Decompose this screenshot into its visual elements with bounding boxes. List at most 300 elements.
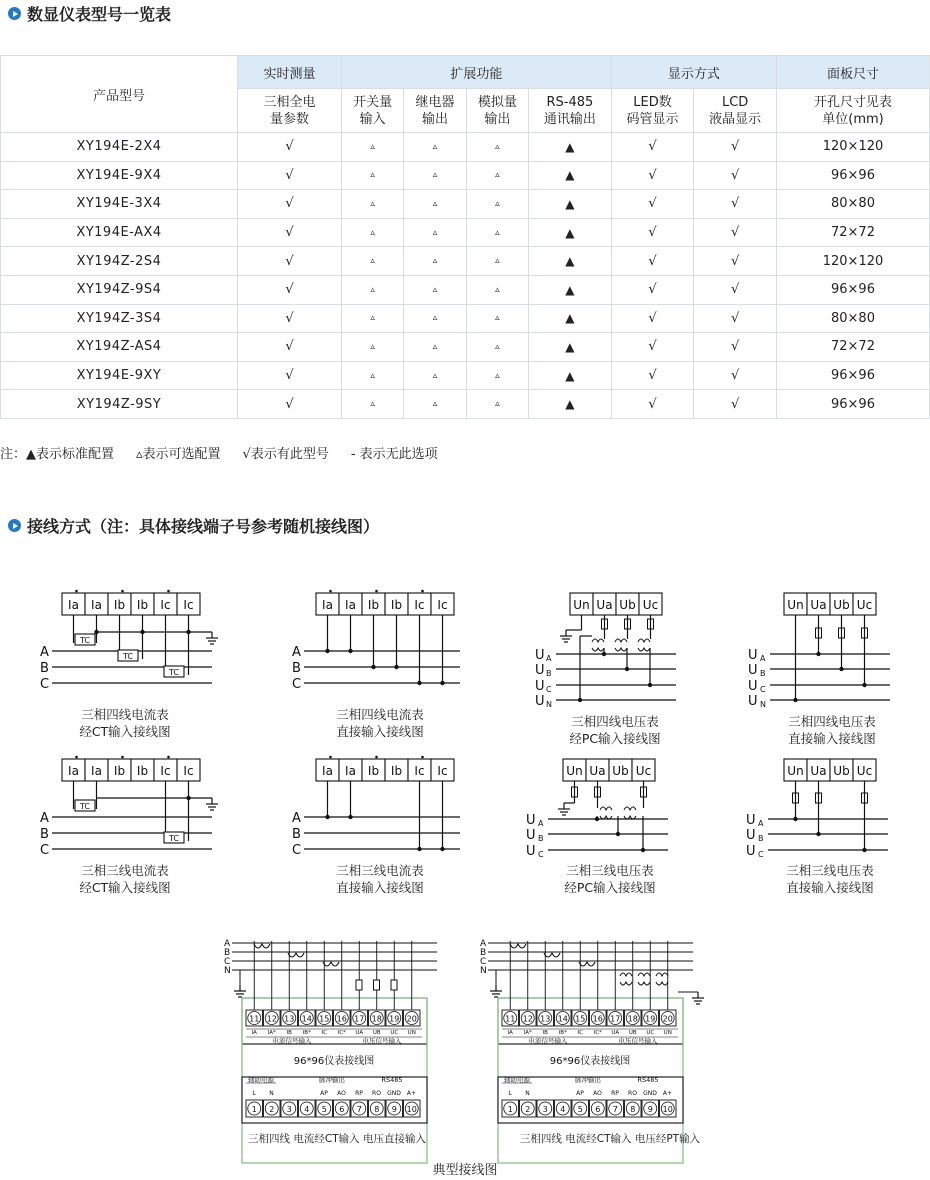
terminal-label: Ic <box>437 764 448 778</box>
phase-label: C <box>40 677 50 692</box>
table-cell: √ <box>694 133 777 162</box>
terminal-label: UC <box>646 1030 655 1036</box>
terminal-number: 16 <box>592 1014 603 1024</box>
phase-label: A <box>40 645 49 660</box>
terminal-label: Uc <box>635 764 652 778</box>
junction-dot <box>417 847 421 851</box>
terminal-label: RP <box>355 1090 363 1097</box>
phase-label: B <box>40 661 49 676</box>
terminal-number: 8 <box>630 1105 636 1114</box>
group-label: 脉冲输出 <box>319 1076 345 1084</box>
terminal-number: 12 <box>522 1014 533 1024</box>
table-cell: √ <box>238 161 342 190</box>
junction-dot <box>625 667 629 671</box>
table-cell: ▵ <box>466 247 528 276</box>
table-cell: ▵ <box>466 333 528 362</box>
terminal-label: AP <box>320 1090 328 1097</box>
terminal-label: Ia <box>345 598 356 612</box>
junction-dot <box>325 649 329 653</box>
terminal-label: Ua <box>810 598 827 612</box>
table-cell: √ <box>611 333 694 362</box>
junction-dot <box>641 848 645 852</box>
junction-dot <box>816 832 820 836</box>
ct-label: TC <box>168 834 180 843</box>
table-cell: ▵ <box>342 304 404 333</box>
fuse-icon <box>374 980 380 990</box>
terminal-number: 11 <box>249 1014 260 1024</box>
junction-dot <box>816 652 820 656</box>
table-cell: √ <box>694 361 777 390</box>
model-table <box>0 55 930 419</box>
phase-sub: B <box>758 834 764 843</box>
table-cell: √ <box>238 218 342 247</box>
model-cell: XY194Z-AS4 <box>1 333 238 362</box>
terminal-label: Ic <box>160 598 171 612</box>
terminal-number: 6 <box>595 1105 601 1114</box>
model-cell: XY194Z-9SY <box>1 390 238 419</box>
diagram-caption: 三相四线电压表 经PC输入接线图 <box>569 714 661 746</box>
model-cell: XY194E-AX4 <box>1 218 238 247</box>
terminal-label: RP <box>611 1090 619 1097</box>
junction-dot <box>186 630 190 634</box>
table-cell: ▵ <box>342 390 404 419</box>
phase-label: C <box>40 843 50 858</box>
pt-coil-icon <box>638 982 650 985</box>
table-cell: ▵ <box>404 361 466 390</box>
model-header: 产品型号 <box>1 56 238 133</box>
table-row <box>1 218 930 247</box>
terminal-label: Ia <box>322 598 333 612</box>
group-label: RS485 <box>637 1076 659 1084</box>
meter-title: 96*96仪表接线图 <box>293 1056 375 1067</box>
table-cell: 96×96 <box>777 161 930 190</box>
panel-caption-left: 三相四线 电流经CT输入 电压直接输入 <box>248 1133 426 1145</box>
terminal-number: 8 <box>374 1105 380 1114</box>
terminal-label: Uc <box>856 598 873 612</box>
footer-caption: 典型接线图 <box>432 1163 498 1178</box>
table-row <box>1 190 930 219</box>
polarity-dot <box>329 756 332 759</box>
terminal-label: IB <box>286 1030 292 1036</box>
terminal-number: 13 <box>284 1014 295 1024</box>
table-cell: ▲ <box>529 390 612 419</box>
terminal-number: 5 <box>577 1105 583 1114</box>
pt-coil-icon <box>656 982 668 985</box>
phase-sub: C <box>760 685 766 694</box>
junction-dot <box>348 815 352 819</box>
terminal-number: 3 <box>542 1105 548 1114</box>
table-cell: √ <box>238 190 342 219</box>
terminal-label: Ib <box>113 764 126 778</box>
terminal-label: Ia <box>91 598 102 612</box>
pt-coil-icon <box>638 639 650 642</box>
table-cell: √ <box>694 333 777 362</box>
terminal-label: UB <box>372 1030 381 1036</box>
table-cell: ▵ <box>466 218 528 247</box>
junction-dot <box>793 817 797 821</box>
terminal-number: 10 <box>406 1105 417 1114</box>
table-cell: 80×80 <box>777 190 930 219</box>
terminal-label: UC <box>390 1030 399 1036</box>
note-item: √表示有此型号 <box>242 447 329 462</box>
model-cell: XY194E-9X4 <box>1 161 238 190</box>
terminal-label: Ub <box>612 764 629 778</box>
phase-label: U <box>526 844 536 859</box>
sub-header: 开关量 输入 <box>342 89 404 133</box>
table-cell: ▵ <box>466 161 528 190</box>
section-bullet-icon <box>8 7 21 20</box>
table-cell: 96×96 <box>777 275 930 304</box>
terminal-label: Ua <box>810 764 827 778</box>
terminal-number: 15 <box>575 1014 586 1024</box>
terminal-number: 10 <box>662 1105 673 1114</box>
diagram-caption: 三相三线电压表 经PC输入接线图 <box>564 863 656 895</box>
terminal-label: Ia <box>68 598 79 612</box>
phase-label: U <box>746 828 756 843</box>
table-cell: √ <box>694 161 777 190</box>
table-row <box>1 304 930 333</box>
terminal-label: Ib <box>367 764 380 778</box>
table-cell: ▵ <box>404 390 466 419</box>
terminal-label: Ib <box>390 764 403 778</box>
table-cell: ▲ <box>529 304 612 333</box>
note-item: - 表示无此选项 <box>350 447 438 462</box>
terminal-number: 9 <box>647 1105 653 1114</box>
phase-label: U <box>535 679 545 694</box>
terminal-label: IB* <box>302 1030 311 1036</box>
table-cell: ▵ <box>466 190 528 219</box>
terminal-label: Un <box>566 764 583 778</box>
phase-label: N <box>480 966 487 976</box>
junction-dot <box>839 667 843 671</box>
terminal-number: 15 <box>319 1014 330 1024</box>
terminal-label: N <box>269 1090 274 1097</box>
group-label: 脉冲输出 <box>575 1076 601 1084</box>
terminal-label: Ua <box>589 764 606 778</box>
ct-label: TC <box>79 802 91 811</box>
note-item: ▲表示标准配置 <box>26 447 115 462</box>
terminal-number: 9 <box>391 1105 397 1114</box>
terminal-label: GND <box>387 1090 401 1097</box>
terminal-label: IB <box>542 1030 548 1036</box>
terminal-label: Ic <box>437 598 448 612</box>
terminal-label: Un <box>787 598 804 612</box>
terminal-label: Ia <box>345 764 356 778</box>
junction-dot <box>578 698 582 702</box>
ct-coil-icon <box>254 944 270 948</box>
terminal-number: 4 <box>304 1105 310 1114</box>
terminal-number: 13 <box>540 1014 551 1024</box>
table-cell: ▵ <box>404 333 466 362</box>
diagram-caption: 三相三线电流表 经CT输入接线图 <box>79 863 171 895</box>
table-cell: ▵ <box>342 247 404 276</box>
terminal-number: 14 <box>301 1014 312 1024</box>
table-cell: ▵ <box>404 247 466 276</box>
junction-dot <box>394 665 398 669</box>
terminal-number: 2 <box>269 1105 275 1114</box>
diagram-caption: 三相四线电压表 直接输入接线图 <box>788 714 876 746</box>
sub-header: LCD 液晶显示 <box>694 89 777 133</box>
phase-label: C <box>480 957 487 967</box>
ct-coil-icon <box>288 953 304 957</box>
table-cell: √ <box>238 275 342 304</box>
terminal-label: IC <box>321 1030 327 1036</box>
table-cell: √ <box>694 390 777 419</box>
polarity-dot <box>121 590 124 593</box>
terminal-label: Ic <box>160 764 171 778</box>
terminal-number: 2 <box>525 1105 531 1114</box>
terminal-number: 19 <box>645 1014 656 1024</box>
table-row <box>1 161 930 190</box>
terminal-label: Ib <box>113 598 126 612</box>
terminal-label: Ic <box>414 764 425 778</box>
fuse-icon <box>391 980 397 990</box>
terminal-label: Ib <box>136 764 149 778</box>
table-cell: ▵ <box>342 361 404 390</box>
terminal-label: Ub <box>833 598 850 612</box>
table-cell: ▲ <box>529 361 612 390</box>
phase-label: U <box>746 813 756 828</box>
table-cell: ▵ <box>404 304 466 333</box>
table-cell: ▵ <box>342 190 404 219</box>
model-table-body <box>1 133 930 419</box>
table-cell: ▵ <box>466 390 528 419</box>
junction-dot <box>440 847 444 851</box>
phase-label: U <box>526 828 536 843</box>
group-label: 辅助电源 <box>248 1076 274 1084</box>
table-cell: √ <box>694 190 777 219</box>
terminal-label: Ia <box>322 764 333 778</box>
terminal-number: 18 <box>371 1014 382 1024</box>
terminal-number: 16 <box>336 1014 347 1024</box>
table-cell: √ <box>238 361 342 390</box>
terminal-label: AO <box>593 1090 602 1097</box>
pt-coil-icon <box>620 982 632 985</box>
table-cell: ▵ <box>466 133 528 162</box>
terminal-number: 12 <box>266 1014 277 1024</box>
terminal-label: Ib <box>367 598 380 612</box>
terminal-number: 17 <box>610 1014 621 1024</box>
pt-coil-icon <box>592 648 604 651</box>
phase-label: A <box>480 939 487 949</box>
table-cell: ▵ <box>342 133 404 162</box>
terminal-label: RO <box>628 1090 637 1097</box>
group-label: 电压信号输入 <box>362 1037 402 1045</box>
section-title-models: 数显仪表型号一览表 <box>8 2 171 25</box>
terminal-label: Ia <box>91 764 102 778</box>
junction-dot <box>140 630 144 634</box>
table-cell: ▵ <box>342 161 404 190</box>
polarity-dot <box>167 756 170 759</box>
terminal-label: Ic <box>414 598 425 612</box>
table-cell: √ <box>238 304 342 333</box>
terminal-label: IA <box>507 1030 513 1036</box>
ct-label: TC <box>168 668 180 677</box>
group-label: 电流信号输入 <box>528 1037 568 1045</box>
sub-header: 三相全电 量参数 <box>238 89 342 133</box>
junction-dot <box>325 815 329 819</box>
phase-label: B <box>480 948 487 958</box>
fuse-icon <box>356 980 362 990</box>
terminal-label: GND <box>643 1090 657 1097</box>
junction-dot <box>94 630 98 634</box>
phase-label: B <box>224 948 231 958</box>
table-cell: √ <box>611 275 694 304</box>
group-label: 电压信号输入 <box>618 1037 658 1045</box>
table-cell: √ <box>611 304 694 333</box>
terminal-number: 11 <box>505 1014 516 1024</box>
terminal-number: 14 <box>557 1014 568 1024</box>
table-cell: √ <box>694 275 777 304</box>
sub-header: 模拟量 输出 <box>466 89 528 133</box>
ct-label: TC <box>79 636 91 645</box>
polarity-dot <box>421 590 424 593</box>
terminal-number: 7 <box>356 1105 362 1114</box>
polarity-dot <box>375 756 378 759</box>
pt-coil-icon <box>615 648 627 651</box>
table-cell: 120×120 <box>777 133 930 162</box>
polarity-dot <box>121 756 124 759</box>
phase-label: A <box>40 811 49 826</box>
terminal-label: Ub <box>619 598 636 612</box>
phase-label: A <box>224 939 231 949</box>
terminal-label: IB* <box>558 1030 567 1036</box>
group-label: 电流信号输入 <box>272 1037 312 1045</box>
junction-dot <box>371 665 375 669</box>
phase-label: U <box>535 648 545 663</box>
terminal-label: UN <box>663 1030 672 1036</box>
table-cell: √ <box>238 333 342 362</box>
polarity-dot <box>167 590 170 593</box>
model-cell: XY194Z-3S4 <box>1 304 238 333</box>
phase-label: U <box>526 813 536 828</box>
phase-sub: C <box>538 850 544 859</box>
ct-coil-icon <box>510 944 526 948</box>
pt-coil-icon <box>600 807 612 810</box>
terminal-label: Uc <box>642 598 659 612</box>
terminal-label: IC* <box>593 1030 602 1036</box>
terminal-label: RO <box>372 1090 381 1097</box>
model-cell: XY194E-3X4 <box>1 190 238 219</box>
table-cell: ▵ <box>404 190 466 219</box>
section-title-wiring: 接线方式（注：具体接线端子号参考随机接线图） <box>8 514 379 537</box>
terminal-label: Un <box>573 598 590 612</box>
terminal-label: Un <box>787 764 804 778</box>
table-cell: ▵ <box>342 333 404 362</box>
terminal-label: IA <box>251 1030 257 1036</box>
group-label: 辅助电源 <box>504 1076 530 1084</box>
wiring-diagrams <box>0 540 930 1180</box>
terminal-number: 17 <box>354 1014 365 1024</box>
sub-header: 开孔尺寸见表 单位(mm) <box>777 89 930 133</box>
table-cell: √ <box>694 304 777 333</box>
table-cell: 80×80 <box>777 304 930 333</box>
phase-label: A <box>292 811 301 826</box>
table-cell: √ <box>611 190 694 219</box>
table-cell: ▲ <box>529 161 612 190</box>
table-cell: √ <box>611 361 694 390</box>
terminal-label: IC* <box>337 1030 346 1036</box>
junction-dot <box>348 649 352 653</box>
polarity-dot <box>75 756 78 759</box>
model-cell: XY194E-2X4 <box>1 133 238 162</box>
phase-label: U <box>535 663 545 678</box>
terminal-number: 5 <box>321 1105 327 1114</box>
table-cell: ▵ <box>466 275 528 304</box>
phase-label: U <box>748 679 758 694</box>
table-cell: ▲ <box>529 133 612 162</box>
terminal-number: 7 <box>612 1105 618 1114</box>
junction-dot <box>417 681 421 685</box>
ct-coil-icon <box>544 953 560 957</box>
phase-label: U <box>746 844 756 859</box>
table-cell: ▵ <box>404 161 466 190</box>
junction-dot <box>602 652 606 656</box>
junction-dot <box>616 832 620 836</box>
phase-label: A <box>292 645 301 660</box>
note-item: ▵表示可选配置 <box>136 447 221 462</box>
phase-label: U <box>748 663 758 678</box>
polarity-dot <box>329 590 332 593</box>
table-cell: ▵ <box>404 275 466 304</box>
table-cell: √ <box>611 247 694 276</box>
phase-sub: C <box>546 685 552 694</box>
phase-label: C <box>224 957 231 967</box>
terminal-label: IA* <box>523 1030 532 1036</box>
terminal-label: IA* <box>267 1030 276 1036</box>
polarity-dot <box>75 590 78 593</box>
junction-dot <box>862 683 866 687</box>
terminal-label: N <box>525 1090 530 1097</box>
terminal-number: 19 <box>389 1014 400 1024</box>
terminal-number: 4 <box>560 1105 566 1114</box>
terminal-label: Uc <box>856 764 873 778</box>
terminal-number: 18 <box>627 1014 638 1024</box>
sub-header: LED数 码管显示 <box>611 89 694 133</box>
table-cell: √ <box>611 161 694 190</box>
ct-coil-icon <box>323 962 339 966</box>
group-header-display: 显示方式 <box>611 56 776 89</box>
table-cell: ▲ <box>529 275 612 304</box>
terminal-number: 1 <box>507 1105 513 1114</box>
group-header-realtime: 实时测量 <box>238 56 342 89</box>
terminal-number: 1 <box>251 1105 257 1114</box>
ct-coil-icon <box>579 962 595 966</box>
phase-label: N <box>224 966 231 976</box>
diagram-caption: 三相四线电流表 直接输入接线图 <box>336 707 424 739</box>
panel-caption-right: 三相四线 电流经CT输入 电压经PT输入 <box>519 1133 701 1145</box>
terminal-label: Ib <box>136 598 149 612</box>
terminal-label: AO <box>337 1090 346 1097</box>
phase-label: C <box>292 677 302 692</box>
junction-dot <box>862 848 866 852</box>
terminal-number: 20 <box>406 1014 417 1024</box>
group-header-panel: 面板尺寸 <box>777 56 930 89</box>
table-cell: √ <box>611 133 694 162</box>
phase-sub: A <box>546 654 552 663</box>
terminal-label: L <box>508 1090 512 1097</box>
table-cell: ▲ <box>529 333 612 362</box>
model-cell: XY194Z-2S4 <box>1 247 238 276</box>
phase-sub: N <box>546 700 552 709</box>
diagram-caption: 三相三线电压表 直接输入接线图 <box>786 863 874 895</box>
model-cell: XY194E-9XY <box>1 361 238 390</box>
terminal-number: 20 <box>662 1014 673 1024</box>
junction-dot <box>186 796 190 800</box>
table-row <box>1 390 930 419</box>
polarity-dot <box>375 590 378 593</box>
phase-label: C <box>292 843 302 858</box>
